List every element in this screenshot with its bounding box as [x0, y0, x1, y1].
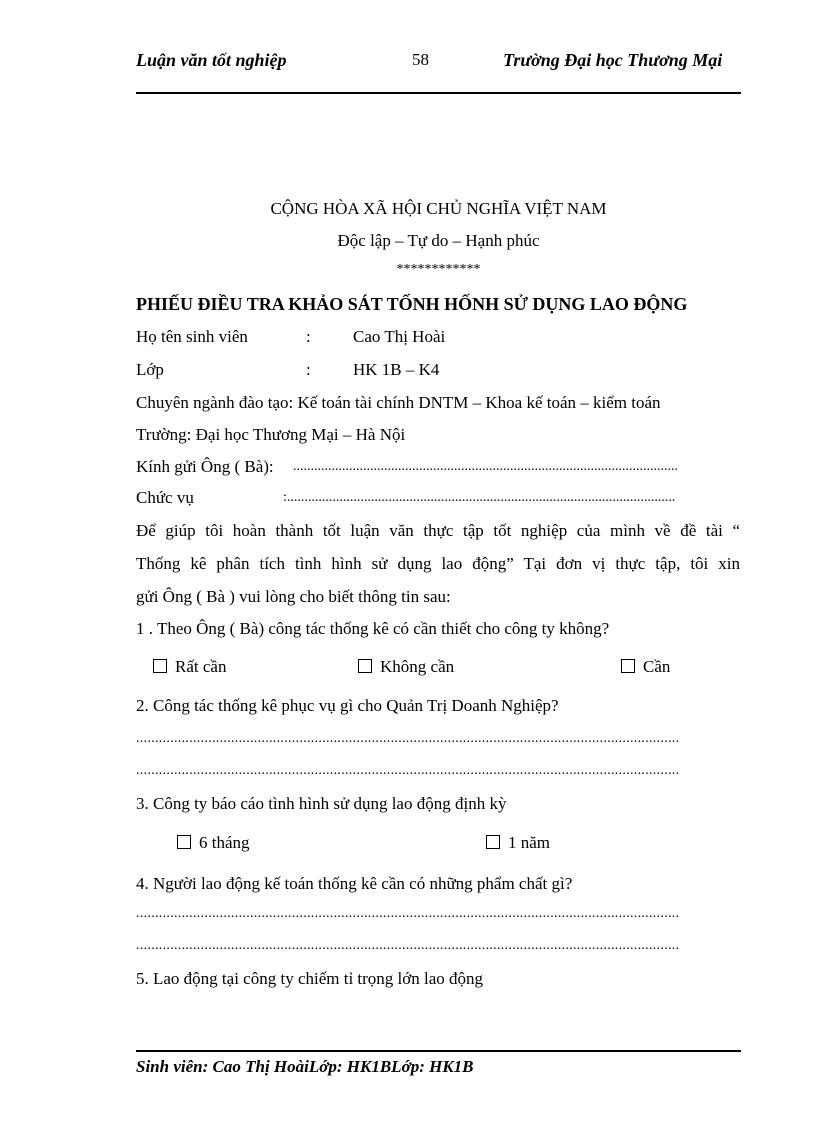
checkbox-icon[interactable]: [358, 659, 372, 673]
position-dots: :...............................................................................................................: [283, 490, 676, 505]
option-label: 6 tháng: [199, 833, 250, 852]
page-number: 58: [412, 50, 429, 69]
class-value: HK 1B – K4: [353, 360, 440, 379]
position-label: Chức vụ: [136, 488, 194, 507]
name-label: Họ tên sinh viên: [136, 327, 248, 346]
class-label: Lớp: [136, 360, 164, 379]
q4-answer-line-1[interactable]: ...............................................................................................................................................: [136, 906, 680, 921]
q4-answer-line-2[interactable]: ...............................................................................................................................................: [136, 938, 680, 953]
q3-option-1-year[interactable]: [486, 833, 550, 853]
intro-line-1: Để giúp tôi hoàn thành tốt luận văn thực tập tốt nghiệp của mình về đề tài “: [136, 521, 740, 540]
checkbox-icon[interactable]: [177, 835, 191, 849]
intro-line-2: Thống kê phân tích tình hình sử dụng lao động” Tại đơn vị thực tập, tôi xin: [136, 554, 740, 573]
header-right: Trường Đại học Thương Mại: [503, 50, 723, 70]
name-colon: :: [306, 327, 311, 346]
q1-option-very-needed[interactable]: [153, 657, 226, 677]
name-value: Cao Thị Hoài: [353, 327, 446, 346]
question-3: 3. Công ty báo cáo tình hình sử dụng lao động định kỳ: [136, 794, 507, 813]
checkbox-icon[interactable]: [621, 659, 635, 673]
question-2: 2. Công tác thống kê phục vụ gì cho Quản Trị Doanh Nghiệp?: [136, 696, 559, 715]
checkbox-icon[interactable]: [486, 835, 500, 849]
footer-rule: [136, 1050, 741, 1052]
option-label: Cần: [643, 657, 671, 676]
motto: Độc lập – Tự do – Hạnh phúc: [337, 231, 540, 250]
q2-answer-line-1[interactable]: ...............................................................................................................................................: [136, 731, 680, 746]
q2-answer-line-2[interactable]: ...............................................................................................................................................: [136, 763, 680, 778]
school-line: Trường: Đại học Thương Mại – Hà Nội: [136, 425, 406, 444]
q3-option-6-months[interactable]: [177, 833, 250, 853]
option-label: Rất cần: [175, 657, 227, 676]
form-title: PHIẾU ĐIỀU TRA KHẢO SÁT TỐNH HỐNH SỬ DỤNG LAO ĐỘNG: [136, 294, 688, 314]
question-5: 5. Lao động tại công ty chiếm tỉ trọng lớn lao động: [136, 969, 484, 988]
footer-text: Sinh viên: Cao Thị HoàiLớp: HK1BLớp: HK1B: [136, 1057, 474, 1076]
class-colon: :: [306, 360, 311, 379]
nation-title: CỘNG HÒA XÃ HỘI CHỦ NGHĨA VIỆT NAM: [270, 199, 607, 218]
q1-option-not-needed[interactable]: [358, 657, 454, 677]
header-left: Luận văn tốt nghiệp: [136, 50, 287, 70]
checkbox-icon[interactable]: [153, 659, 167, 673]
header-rule: [136, 92, 741, 94]
question-1: 1 . Theo Ông ( Bà) công tác thống kê có cần thiết cho công ty không?: [136, 619, 610, 638]
recipient-dots: ..............................................................................................................: [293, 459, 678, 474]
intro-line-3: gửi Ông ( Bà ) vui lòng cho biết thông tin sau:: [136, 587, 451, 606]
major-line: Chuyên ngành đào tạo: Kế toán tài chính DNTM – Khoa kế toán – kiểm toán: [136, 393, 661, 412]
stars-divider: ************: [396, 262, 481, 277]
option-label: Không cần: [380, 657, 455, 676]
option-label: 1 năm: [508, 833, 551, 852]
q1-option-needed[interactable]: [621, 657, 670, 677]
recipient-label: Kính gửi Ông ( Bà):: [136, 457, 274, 476]
question-4: 4. Người lao động kế toán thống kê cần có những phẩm chất gì?: [136, 874, 573, 893]
